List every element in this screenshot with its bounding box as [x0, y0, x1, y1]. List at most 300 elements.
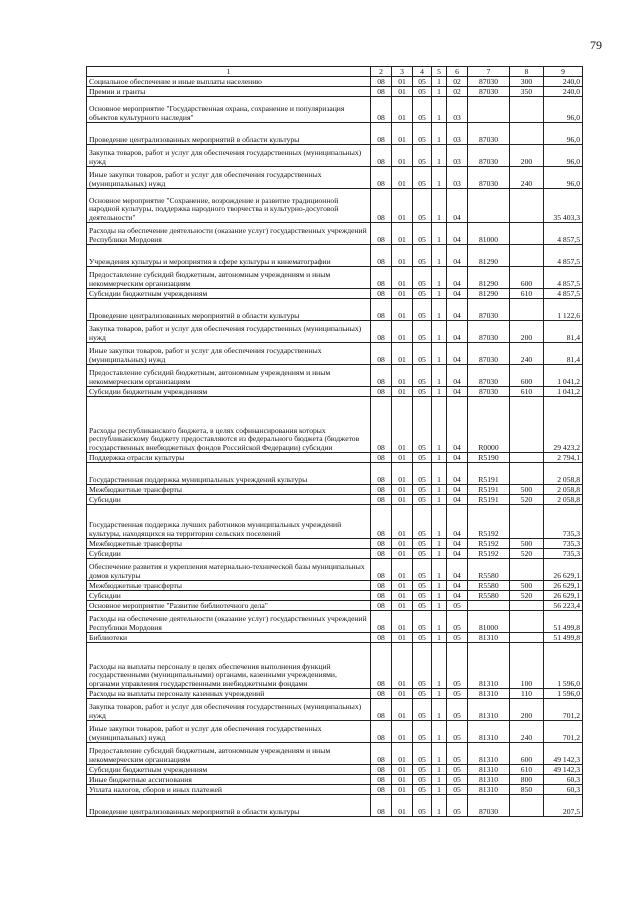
- activity-code-cell: 04: [447, 289, 468, 299]
- subprogram-code-cell: 1: [432, 77, 447, 87]
- subsection-code-cell: 01: [392, 365, 413, 387]
- expense-type-code-cell: 610: [510, 387, 544, 397]
- subsection-code-cell: 01: [392, 643, 413, 689]
- direction-code-cell: R5580: [468, 559, 510, 581]
- expense-type-code-cell: [510, 397, 544, 453]
- row-name-cell: Субсидии: [87, 495, 371, 505]
- direction-code-cell: [468, 97, 510, 123]
- subprogram-code-cell: 1: [432, 689, 447, 699]
- activity-code-cell: 03: [447, 97, 468, 123]
- subprogram-code-cell: 1: [432, 549, 447, 559]
- direction-code-cell: R5190: [468, 453, 510, 463]
- table-row: [87, 765, 583, 775]
- section-code-cell: 08: [371, 463, 392, 485]
- direction-code-cell: 81290: [468, 289, 510, 299]
- activity-code-cell: 04: [447, 223, 468, 245]
- program-code-cell: 05: [413, 591, 432, 601]
- table-row: [87, 591, 583, 601]
- direction-code-cell: 81310: [468, 643, 510, 689]
- program-code-cell: 05: [413, 721, 432, 743]
- program-code-cell: 05: [413, 123, 432, 145]
- activity-code-cell: 05: [447, 601, 468, 611]
- table-row: [87, 505, 583, 539]
- activity-code-cell: 04: [447, 245, 468, 267]
- subsection-code-cell: 01: [392, 689, 413, 699]
- program-code-cell: 05: [413, 365, 432, 387]
- expense-type-code-cell: 600: [510, 743, 544, 765]
- activity-code-cell: 04: [447, 463, 468, 485]
- table-row: [87, 549, 583, 559]
- subprogram-code-cell: 1: [432, 245, 447, 267]
- row-name-cell: Премии и гранты: [87, 87, 371, 97]
- amount-cell: 4 857,5: [544, 267, 583, 289]
- section-code-cell: 08: [371, 495, 392, 505]
- section-code-cell: 08: [371, 223, 392, 245]
- program-code-cell: 05: [413, 581, 432, 591]
- row-name-cell: Расходы на выплаты персоналу в целях обеспечения выполнения функций государственными (муниципальными) органами, казенными учреждениями, органами управления государственными внебюджетными фондами: [87, 643, 371, 689]
- section-code-cell: 08: [371, 397, 392, 453]
- direction-code-cell: 81310: [468, 699, 510, 721]
- activity-code-cell: 04: [447, 189, 468, 223]
- row-name-cell: Уплата налогов, сборов и иных платежей: [87, 785, 371, 795]
- row-name-cell: Закупка товаров, работ и услуг для обеспечения государственных (муниципальных) нужд: [87, 321, 371, 343]
- section-code-cell: 08: [371, 343, 392, 365]
- direction-code-cell: 81310: [468, 689, 510, 699]
- table-row: [87, 267, 583, 289]
- subsection-code-cell: 01: [392, 463, 413, 485]
- table-row: [87, 795, 583, 817]
- row-name-cell: Иные закупки товаров, работ и услуг для обеспечения государственных (муниципальных) нужд: [87, 721, 371, 743]
- row-name-cell: Проведение централизованных мероприятий в области культуры: [87, 299, 371, 321]
- subsection-code-cell: 01: [392, 289, 413, 299]
- direction-code-cell: 87030: [468, 77, 510, 87]
- column-header: 5: [432, 67, 447, 77]
- table-row: [87, 743, 583, 765]
- row-name-cell: Учреждения культуры и мероприятия в сфере культуры и кинематографии: [87, 245, 371, 267]
- subsection-code-cell: 01: [392, 539, 413, 549]
- expense-type-code-cell: 500: [510, 539, 544, 549]
- subprogram-code-cell: 1: [432, 343, 447, 365]
- activity-code-cell: 04: [447, 387, 468, 397]
- subsection-code-cell: 01: [392, 795, 413, 817]
- amount-cell: 49 142,3: [544, 743, 583, 765]
- amount-cell: 1 041,2: [544, 365, 583, 387]
- amount-cell: 96,0: [544, 167, 583, 189]
- column-header: 4: [413, 67, 432, 77]
- program-code-cell: 05: [413, 785, 432, 795]
- activity-code-cell: 04: [447, 267, 468, 289]
- expense-type-code-cell: 110: [510, 689, 544, 699]
- expense-type-code-cell: 520: [510, 495, 544, 505]
- section-code-cell: 08: [371, 189, 392, 223]
- subsection-code-cell: 01: [392, 397, 413, 453]
- section-code-cell: 08: [371, 505, 392, 539]
- subsection-code-cell: 01: [392, 765, 413, 775]
- amount-cell: 2 058,8: [544, 485, 583, 495]
- table-row: [87, 785, 583, 795]
- expense-type-code-cell: 200: [510, 145, 544, 167]
- subprogram-code-cell: 1: [432, 321, 447, 343]
- amount-cell: 96,0: [544, 123, 583, 145]
- program-code-cell: 05: [413, 97, 432, 123]
- direction-code-cell: 81310: [468, 633, 510, 643]
- direction-code-cell: R5192: [468, 549, 510, 559]
- expense-type-code-cell: [510, 795, 544, 817]
- direction-code-cell: R5191: [468, 485, 510, 495]
- row-name-cell: Иные закупки товаров, работ и услуг для обеспечения государственных (муниципальных) нужд: [87, 167, 371, 189]
- table-row: [87, 601, 583, 611]
- expense-type-code-cell: 240: [510, 721, 544, 743]
- row-name-cell: Социальное обеспечение и иные выплаты населению: [87, 77, 371, 87]
- amount-cell: 4 857,5: [544, 245, 583, 267]
- amount-cell: 96,0: [544, 145, 583, 167]
- program-code-cell: 05: [413, 689, 432, 699]
- subsection-code-cell: 01: [392, 559, 413, 581]
- subsection-code-cell: 01: [392, 743, 413, 765]
- amount-cell: 26 629,1: [544, 591, 583, 601]
- expense-type-code-cell: [510, 453, 544, 463]
- program-code-cell: 05: [413, 77, 432, 87]
- activity-code-cell: 03: [447, 123, 468, 145]
- subprogram-code-cell: 1: [432, 397, 447, 453]
- section-code-cell: 08: [371, 167, 392, 189]
- section-code-cell: 08: [371, 87, 392, 97]
- activity-code-cell: 04: [447, 453, 468, 463]
- column-header: 1: [87, 67, 371, 77]
- table-row: [87, 77, 583, 87]
- row-name-cell: Субсидии бюджетным учреждениям: [87, 387, 371, 397]
- program-code-cell: 05: [413, 743, 432, 765]
- subprogram-code-cell: 1: [432, 299, 447, 321]
- amount-cell: 701,2: [544, 721, 583, 743]
- expense-type-code-cell: 520: [510, 591, 544, 601]
- amount-cell: 2 058,8: [544, 463, 583, 485]
- subsection-code-cell: 01: [392, 581, 413, 591]
- row-name-cell: Закупка товаров, работ и услуг для обеспечения государственных (муниципальных) нужд: [87, 699, 371, 721]
- table-row: [87, 633, 583, 643]
- table-row: [87, 321, 583, 343]
- subsection-code-cell: 01: [392, 453, 413, 463]
- subsection-code-cell: 01: [392, 785, 413, 795]
- column-header: 8: [510, 67, 544, 77]
- row-name-cell: Расходы на обеспечение деятельности (оказание услуг) государственных учреждений Республики Мордовия: [87, 223, 371, 245]
- row-name-cell: Государственная поддержка лучших работников муниципальных учреждений культуры, находящихся на территории сельских поселений: [87, 505, 371, 539]
- subsection-code-cell: 01: [392, 321, 413, 343]
- subsection-code-cell: 01: [392, 505, 413, 539]
- direction-code-cell: 87030: [468, 365, 510, 387]
- section-code-cell: 08: [371, 145, 392, 167]
- row-name-cell: Субсидии: [87, 591, 371, 601]
- row-name-cell: Расходы на выплаты персоналу казенных учреждений: [87, 689, 371, 699]
- section-code-cell: 08: [371, 795, 392, 817]
- budget-table: [86, 66, 583, 817]
- program-code-cell: 05: [413, 765, 432, 775]
- subprogram-code-cell: 1: [432, 505, 447, 539]
- activity-code-cell: 04: [447, 299, 468, 321]
- section-code-cell: 08: [371, 601, 392, 611]
- subsection-code-cell: 01: [392, 299, 413, 321]
- table-row: [87, 611, 583, 633]
- subsection-code-cell: 01: [392, 495, 413, 505]
- subsection-code-cell: 01: [392, 77, 413, 87]
- subsection-code-cell: 01: [392, 611, 413, 633]
- direction-code-cell: 87030: [468, 795, 510, 817]
- table-row: [87, 145, 583, 167]
- expense-type-code-cell: 300: [510, 77, 544, 87]
- row-name-cell: Основное мероприятие "Государственная охрана, сохранение и популяризация объектов культурного наследия": [87, 97, 371, 123]
- expense-type-code-cell: [510, 463, 544, 485]
- section-code-cell: 08: [371, 267, 392, 289]
- amount-cell: 2 058,8: [544, 495, 583, 505]
- subsection-code-cell: 01: [392, 343, 413, 365]
- direction-code-cell: [468, 601, 510, 611]
- direction-code-cell: 81000: [468, 611, 510, 633]
- row-name-cell: Обеспечение развития и укрепления материально-технической базы муниципальных домов культуры: [87, 559, 371, 581]
- subsection-code-cell: 01: [392, 633, 413, 643]
- subprogram-code-cell: 1: [432, 223, 447, 245]
- row-name-cell: Иные бюджетные ассигнования: [87, 775, 371, 785]
- activity-code-cell: 04: [447, 495, 468, 505]
- activity-code-cell: 04: [447, 397, 468, 453]
- direction-code-cell: 87030: [468, 387, 510, 397]
- program-code-cell: 05: [413, 289, 432, 299]
- table-row: [87, 397, 583, 453]
- expense-type-code-cell: [510, 123, 544, 145]
- amount-cell: 701,2: [544, 699, 583, 721]
- subprogram-code-cell: 1: [432, 765, 447, 775]
- program-code-cell: 05: [413, 321, 432, 343]
- subprogram-code-cell: 1: [432, 743, 447, 765]
- column-header: 9: [544, 67, 583, 77]
- row-name-cell: Предоставление субсидий бюджетным, автономным учреждениям и иным некоммерческим организациям: [87, 365, 371, 387]
- direction-code-cell: 87030: [468, 343, 510, 365]
- section-code-cell: 08: [371, 633, 392, 643]
- subprogram-code-cell: 1: [432, 785, 447, 795]
- activity-code-cell: 04: [447, 549, 468, 559]
- section-code-cell: 08: [371, 581, 392, 591]
- expense-type-code-cell: [510, 189, 544, 223]
- subsection-code-cell: 01: [392, 485, 413, 495]
- row-name-cell: Межбюджетные трансферты: [87, 539, 371, 549]
- program-code-cell: 05: [413, 495, 432, 505]
- column-header: 3: [392, 67, 413, 77]
- activity-code-cell: 05: [447, 785, 468, 795]
- program-code-cell: 05: [413, 775, 432, 785]
- table-row: [87, 87, 583, 97]
- table-row: [87, 289, 583, 299]
- program-code-cell: 05: [413, 397, 432, 453]
- subprogram-code-cell: 1: [432, 699, 447, 721]
- direction-code-cell: 81290: [468, 245, 510, 267]
- amount-cell: 207,5: [544, 795, 583, 817]
- section-code-cell: 08: [371, 245, 392, 267]
- direction-code-cell: 87030: [468, 299, 510, 321]
- direction-code-cell: 87030: [468, 123, 510, 145]
- column-header: 7: [468, 67, 510, 77]
- activity-code-cell: 04: [447, 365, 468, 387]
- expense-type-code-cell: 800: [510, 775, 544, 785]
- program-code-cell: 05: [413, 299, 432, 321]
- subsection-code-cell: 01: [392, 145, 413, 167]
- subsection-code-cell: 01: [392, 591, 413, 601]
- table-row: [87, 539, 583, 549]
- section-code-cell: 08: [371, 485, 392, 495]
- subprogram-code-cell: 1: [432, 485, 447, 495]
- activity-code-cell: 02: [447, 77, 468, 87]
- section-code-cell: 08: [371, 289, 392, 299]
- program-code-cell: 05: [413, 539, 432, 549]
- column-header: 2: [371, 67, 392, 77]
- expense-type-code-cell: 100: [510, 643, 544, 689]
- direction-code-cell: R5580: [468, 581, 510, 591]
- activity-code-cell: 05: [447, 699, 468, 721]
- amount-cell: 51 499,8: [544, 633, 583, 643]
- direction-code-cell: 81310: [468, 775, 510, 785]
- row-name-cell: Основное мероприятие "Сохранение, возрождение и развитие традиционной народной культуры, поддержка народного творчества и культурно-досуговой деятельности": [87, 189, 371, 223]
- program-code-cell: 05: [413, 611, 432, 633]
- table-row: [87, 123, 583, 145]
- amount-cell: 240,0: [544, 77, 583, 87]
- amount-cell: 2 794,1: [544, 453, 583, 463]
- section-code-cell: 08: [371, 97, 392, 123]
- amount-cell: 26 629,1: [544, 581, 583, 591]
- direction-code-cell: R5580: [468, 591, 510, 601]
- amount-cell: 735,3: [544, 549, 583, 559]
- program-code-cell: 05: [413, 189, 432, 223]
- subprogram-code-cell: 1: [432, 167, 447, 189]
- section-code-cell: 08: [371, 453, 392, 463]
- program-code-cell: 05: [413, 601, 432, 611]
- subsection-code-cell: 01: [392, 549, 413, 559]
- direction-code-cell: 87030: [468, 321, 510, 343]
- table-row: [87, 365, 583, 387]
- expense-type-code-cell: [510, 611, 544, 633]
- expense-type-code-cell: 500: [510, 485, 544, 495]
- table-row: [87, 343, 583, 365]
- program-code-cell: 05: [413, 245, 432, 267]
- expense-type-code-cell: [510, 299, 544, 321]
- program-code-cell: 05: [413, 505, 432, 539]
- table-row: [87, 223, 583, 245]
- program-code-cell: 05: [413, 267, 432, 289]
- amount-cell: 26 629,1: [544, 559, 583, 581]
- program-code-cell: 05: [413, 343, 432, 365]
- column-header: 6: [447, 67, 468, 77]
- row-name-cell: Расходы на обеспечение деятельности (оказание услуг) государственных учреждений Республики Мордовия: [87, 611, 371, 633]
- activity-code-cell: 04: [447, 343, 468, 365]
- direction-code-cell: 81000: [468, 223, 510, 245]
- subsection-code-cell: 01: [392, 721, 413, 743]
- amount-cell: 1 041,2: [544, 387, 583, 397]
- activity-code-cell: 04: [447, 485, 468, 495]
- section-code-cell: 08: [371, 77, 392, 87]
- program-code-cell: 05: [413, 167, 432, 189]
- section-code-cell: 08: [371, 539, 392, 549]
- subsection-code-cell: 01: [392, 387, 413, 397]
- section-code-cell: 08: [371, 299, 392, 321]
- subprogram-code-cell: 1: [432, 775, 447, 785]
- amount-cell: 60,3: [544, 775, 583, 785]
- row-name-cell: Государственная поддержка муниципальных учреждений культуры: [87, 463, 371, 485]
- section-code-cell: 08: [371, 743, 392, 765]
- section-code-cell: 08: [371, 365, 392, 387]
- subsection-code-cell: 01: [392, 87, 413, 97]
- expense-type-code-cell: 850: [510, 785, 544, 795]
- subsection-code-cell: 01: [392, 267, 413, 289]
- section-code-cell: 08: [371, 559, 392, 581]
- section-code-cell: 08: [371, 689, 392, 699]
- expense-type-code-cell: [510, 559, 544, 581]
- row-name-cell: Субсидии бюджетным учреждениям: [87, 289, 371, 299]
- expense-type-code-cell: [510, 633, 544, 643]
- direction-code-cell: 81310: [468, 765, 510, 775]
- table-row: [87, 775, 583, 785]
- activity-code-cell: 05: [447, 743, 468, 765]
- expense-type-code-cell: 520: [510, 549, 544, 559]
- program-code-cell: 05: [413, 223, 432, 245]
- activity-code-cell: 03: [447, 145, 468, 167]
- amount-cell: 49 142,3: [544, 765, 583, 775]
- expense-type-code-cell: 610: [510, 765, 544, 775]
- program-code-cell: 05: [413, 145, 432, 167]
- row-name-cell: Субсидии: [87, 549, 371, 559]
- amount-cell: 4 857,5: [544, 223, 583, 245]
- program-code-cell: 05: [413, 453, 432, 463]
- row-name-cell: Основное мероприятие "Развитие библиотечного дела": [87, 601, 371, 611]
- program-code-cell: 05: [413, 643, 432, 689]
- program-code-cell: 05: [413, 559, 432, 581]
- expense-type-code-cell: 500: [510, 581, 544, 591]
- subprogram-code-cell: 1: [432, 633, 447, 643]
- direction-code-cell: 87030: [468, 145, 510, 167]
- subprogram-code-cell: 1: [432, 87, 447, 97]
- section-code-cell: 08: [371, 765, 392, 775]
- section-code-cell: 08: [371, 643, 392, 689]
- subsection-code-cell: 01: [392, 699, 413, 721]
- table-header-row: [87, 67, 583, 77]
- subprogram-code-cell: 1: [432, 289, 447, 299]
- direction-code-cell: R5192: [468, 539, 510, 549]
- subprogram-code-cell: 1: [432, 387, 447, 397]
- subprogram-code-cell: 1: [432, 611, 447, 633]
- subsection-code-cell: 01: [392, 123, 413, 145]
- subprogram-code-cell: 1: [432, 643, 447, 689]
- activity-code-cell: 04: [447, 321, 468, 343]
- amount-cell: 96,0: [544, 97, 583, 123]
- expense-type-code-cell: 350: [510, 87, 544, 97]
- table-row: [87, 495, 583, 505]
- activity-code-cell: 04: [447, 539, 468, 549]
- activity-code-cell: 03: [447, 167, 468, 189]
- subsection-code-cell: 01: [392, 601, 413, 611]
- subprogram-code-cell: 1: [432, 453, 447, 463]
- amount-cell: 1 596,0: [544, 689, 583, 699]
- row-name-cell: Иные закупки товаров, работ и услуг для обеспечения государственных (муниципальных) нужд: [87, 343, 371, 365]
- subprogram-code-cell: 1: [432, 795, 447, 817]
- subsection-code-cell: 01: [392, 245, 413, 267]
- expense-type-code-cell: [510, 223, 544, 245]
- amount-cell: 735,3: [544, 505, 583, 539]
- section-code-cell: 08: [371, 321, 392, 343]
- table-row: [87, 699, 583, 721]
- section-code-cell: 08: [371, 611, 392, 633]
- amount-cell: 81,4: [544, 321, 583, 343]
- subsection-code-cell: 01: [392, 97, 413, 123]
- section-code-cell: 08: [371, 549, 392, 559]
- section-code-cell: 08: [371, 785, 392, 795]
- program-code-cell: 05: [413, 463, 432, 485]
- expense-type-code-cell: [510, 245, 544, 267]
